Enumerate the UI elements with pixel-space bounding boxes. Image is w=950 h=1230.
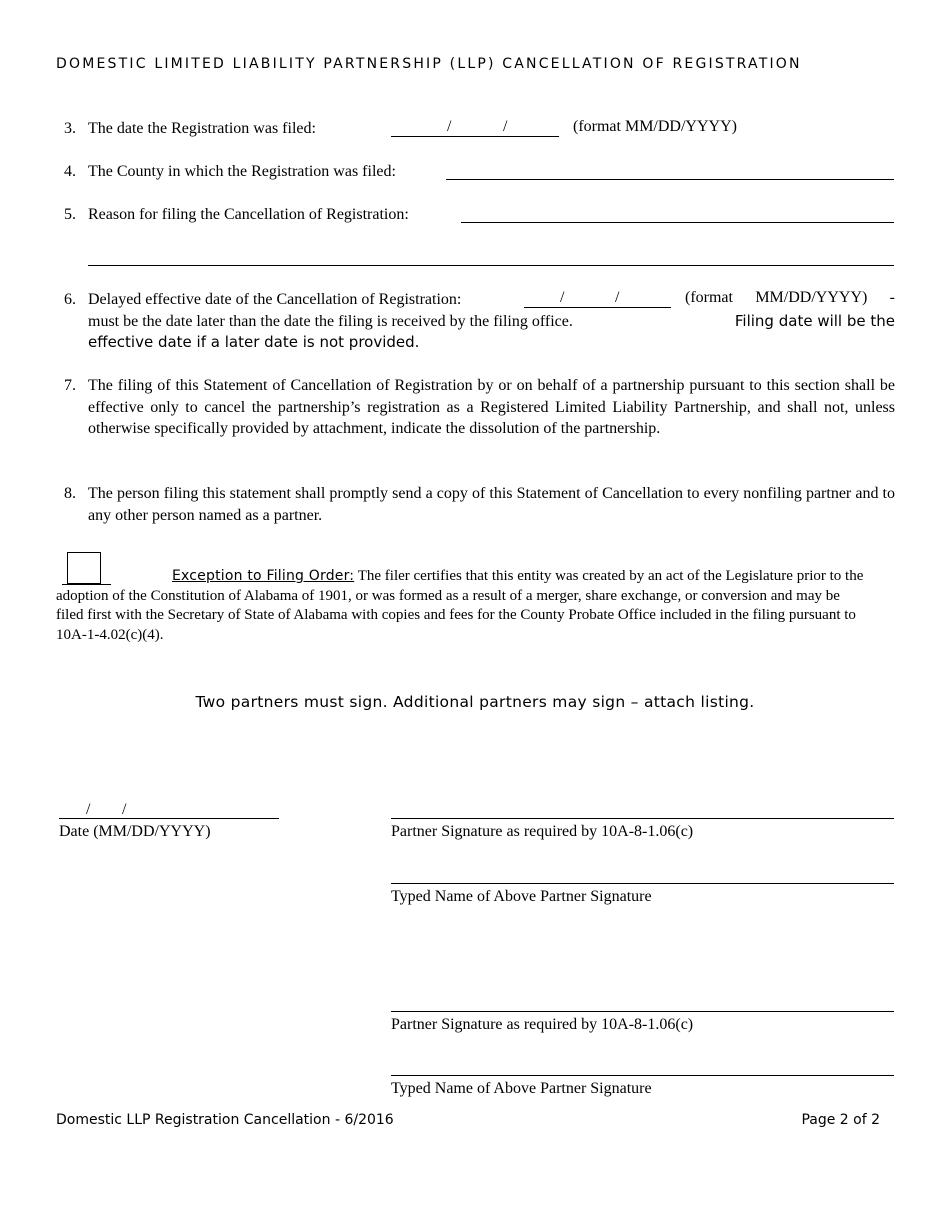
partner-signature-2-field[interactable] bbox=[391, 1011, 894, 1012]
date-label: Date (MM/DD/YYYY) bbox=[59, 823, 211, 840]
item-7-text: The filing of this Statement of Cancellation of Registration by or on behalf of a partnership pursuant to this section shall be effective only to cancel the partnership’s registration as a Registered Limited Liability Partnership, and shall not, unless otherwise specifically provided by attachment, indicate the dissolution of the partnership. bbox=[88, 377, 895, 437]
item-6-note-2: effective date if a later date is not provided. bbox=[88, 333, 420, 351]
reason-field[interactable] bbox=[461, 222, 894, 223]
item-5-label: Reason for filing the Cancellation of Registration: bbox=[88, 206, 409, 223]
item-8 bbox=[56, 483, 895, 526]
reason-field-line-2[interactable] bbox=[88, 265, 894, 266]
item-3-format: (format MM/DD/YYYY) bbox=[573, 118, 737, 135]
form-title: DOMESTIC LIMITED LIABILITY PARTNERSHIP (LLP) CANCELLATION OF REGISTRATION bbox=[56, 56, 802, 72]
date-slash: / bbox=[503, 118, 508, 135]
county-field[interactable] bbox=[446, 179, 894, 180]
exception-label: Exception to Filing Order: bbox=[172, 568, 355, 584]
date-slash: / bbox=[615, 289, 620, 306]
delayed-date-field[interactable] bbox=[524, 307, 671, 308]
date-slash: / bbox=[86, 801, 91, 818]
partner-signature-1-label: Partner Signature as required by 10A-8-1.06(c) bbox=[391, 823, 694, 840]
item-3-label: The date the Registration was filed: bbox=[88, 120, 316, 137]
item-4-label: The County in which the Registration was filed: bbox=[88, 163, 396, 180]
partner-signature-2-label: Partner Signature as required by 10A-8-1.06(c) bbox=[391, 1016, 694, 1033]
typed-name-1-field[interactable] bbox=[391, 883, 894, 884]
partners-note: Two partners must sign. Additional partners may sign – attach listing. bbox=[195, 693, 755, 711]
item-8-text: The person filing this statement shall promptly send a copy of this Statement of Cancellation to every nonfiling partner and to any other person named as a partner. bbox=[88, 485, 895, 524]
item-8-number: 8. bbox=[64, 485, 76, 502]
typed-name-2-label: Typed Name of Above Partner Signature bbox=[391, 1080, 652, 1097]
item-6-number: 6. bbox=[64, 291, 76, 308]
typed-name-2-field[interactable] bbox=[391, 1075, 894, 1076]
item-3-number: 3. bbox=[64, 120, 76, 137]
footer-form-id: Domestic LLP Registration Cancellation - 6/2016 bbox=[56, 1112, 394, 1128]
footer-page-number: Page 2 of 2 bbox=[801, 1112, 880, 1128]
partner-signature-1-field[interactable] bbox=[391, 818, 894, 819]
item-6-format: (format MM/DD/YYYY) - bbox=[685, 289, 895, 306]
date-slash: / bbox=[447, 118, 452, 135]
item-6-line2: must be the date later than the date the filing is received by the filing office. bbox=[88, 312, 573, 330]
item-4-number: 4. bbox=[64, 163, 76, 180]
item-7-number: 7. bbox=[64, 377, 76, 394]
exception-paragraph bbox=[56, 567, 871, 645]
item-6-note-1: Filing date will be the bbox=[734, 311, 895, 330]
registration-date-field[interactable] bbox=[391, 136, 559, 137]
typed-name-1-label: Typed Name of Above Partner Signature bbox=[391, 888, 652, 905]
signature-date-field[interactable] bbox=[59, 818, 279, 819]
date-slash: / bbox=[122, 801, 127, 818]
item-7 bbox=[56, 375, 895, 440]
item-5-number: 5. bbox=[64, 206, 76, 223]
exception-text: The filer certifies that this entity was created by an act of the Legislature prior to the adoption of the Constitution of Alabama of 1901, or was formed as a result of a merger, share exchange, or conversion and may be filed first with the Secretary of State of Alabama with copies and fees for the County Probate Office included in the filing pursuant to 10A-1-4.02(c)(4). bbox=[56, 568, 864, 643]
date-slash: / bbox=[560, 289, 565, 306]
item-6-label: Delayed effective date of the Cancellation of Registration: bbox=[88, 291, 462, 308]
